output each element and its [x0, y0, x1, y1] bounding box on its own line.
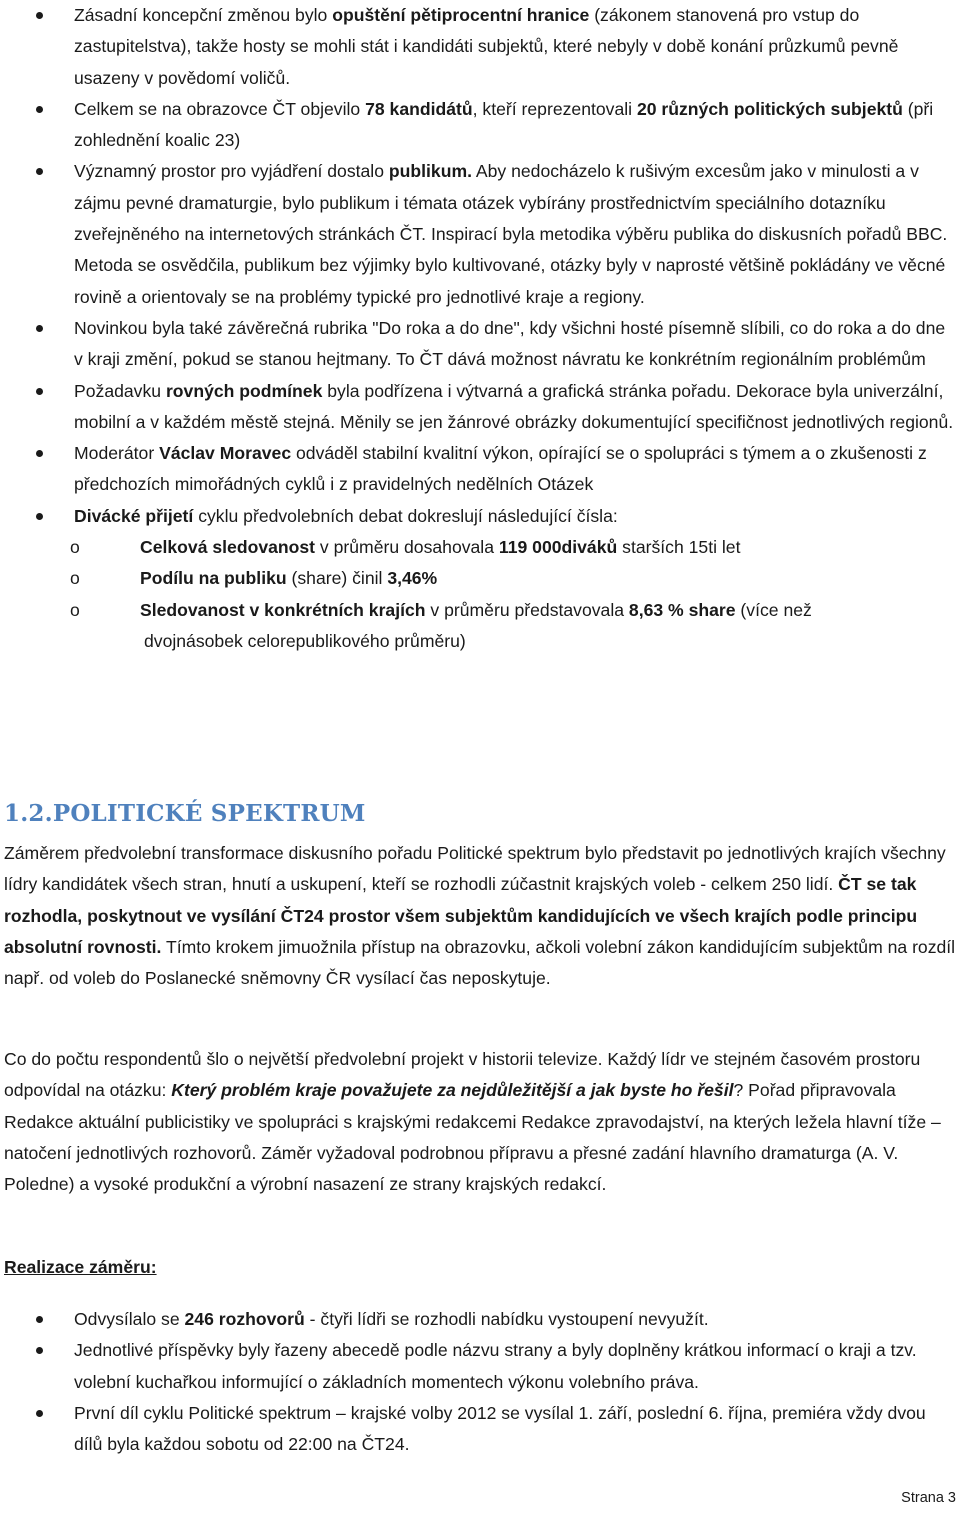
- statistics-sublist: [70, 532, 954, 657]
- list-item: První díl cyklu Politické spektrum – krajské volby 2012 se vysílal 1. září, poslední 6. října, premiéra vždy dvou dílů byla každou sobotu od 22:00 na ČT24.: [0, 1398, 960, 1461]
- list-item: Moderátor Václav Moravec odváděl stabilní kvalitní výkon, opírající se o spolupráci s týmem a o zkušenosti z předchozích mimořádných cyklů i z pravidelných nedělních Otázek: [0, 438, 960, 501]
- list-item: Významný prostor pro vyjádření dostalo publikum. Aby nedocházelo k rušivým excesům jako v minulosti a v zájmu pevné dramaturgie, bylo publikum i témata otázek vybírány prostřednictvím speciálního dotazníku zveřejněného na internetových stránkách ČT. Inspirací byla metodika výběru publika do diskusních pořadů BBC. Metoda se osvědčila, publikum bez výjimky bylo kultivované, otázky byly v naprosté většině pokládány ve věcné rovině a orientovaly se na problémy typické pro jednotlivé kraje a regiony.: [0, 156, 960, 312]
- list-item: Jednotlivé příspěvky byly řazeny abecedě podle názvu strany a byly doplněny krátkou informací o kraji a tzv. volební kuchařkou informující o základních momentech výkonu volebního práva.: [0, 1335, 960, 1398]
- list-item: Celkem se na obrazovce ČT objevilo 78 kandidátů, kteří reprezentovali 20 různých politických subjektů (při zohlednění koalic 23): [0, 94, 960, 157]
- paragraph-project: Co do počtu respondentů šlo o největší předvolební projekt v historii televize. Každý lídr ve stejném časovém prostoru odpovídal na otázku: Který problém kraje považujete za nejdůležitější a jak byste ho řešil? Pořad připravovala Redakce aktuální publicistiky ve spolupráci s krajskými redakcemi Redakce zpravodajství, na kterých ležela hlavní tíže – natočení jednotlivých rozhovorů. Záměr vyžadoval podrobnou přípravu a přesné zadání hlavního dramaturga (A. V. Poledne) a vysoké produkční a výrobní nasazení ze strany krajských redakcí.: [4, 1049, 941, 1195]
- sub-list-item: o Sledovanost v konkrétních krajích v průměru představovala 8,63 % share (více než dvojnásobek celorepublikového průměru): [70, 595, 954, 658]
- subheading-realization: Realizace záměru:: [4, 1257, 157, 1277]
- sub-list-item: o Podílu na publiku (share) činil 3,46%: [70, 563, 954, 594]
- top-bullet-list: [0, 0, 960, 657]
- paragraph-intro: Záměrem předvolební transformace diskusního pořadu Politické spektrum bylo představit po jednotlivých krajích všechny lídry kandidátek všech stran, hnutí a uskupení, kteří se rozhodli zúčastnit krajských voleb - celkem 250 lidí. ČT se tak rozhodla, poskytnout ve vysílání ČT24 prostor všem subjektům kandidujících ve všech krajích podle principu absolutní rovnosti. Tímto krokem jimuožnila přístup na obrazovku, ačkoli volební zákon kandidujícím subjektům na rozdíl např. od voleb do Poslanecké sněmovny ČR vysílací čas neposkytuje.: [4, 843, 956, 989]
- list-item: Zásadní koncepční změnou bylo opuštění pětiprocentní hranice (zákonem stanovená pro vstup do zastupitelstva), takže hosty se mohli stát i kandidáti subjektů, které nebyly v době konání průzkumů pevně usazeny v povědomí voličů.: [0, 0, 960, 94]
- sub-list-item: o Celková sledovanost v průměru dosahovala 119 000diváků starších 15ti let: [70, 532, 954, 563]
- list-item: Požadavku rovných podmínek byla podřízena i výtvarná a grafická stránka pořadu. Dekorace byla univerzální, mobilní a v každém městě stejná. Měnily se jen žánrové obrázky dokumentující specifičnost jednotlivých regionů.: [0, 376, 960, 439]
- section-heading: 1.2.POLITICKÉ SPEKTRUM: [4, 800, 366, 827]
- page-number: Strana 3: [901, 1490, 956, 1506]
- list-item: Divácké přijetí cyklu předvolebních debat dokreslují následující čísla: o Celková sledovanost v průměru dosahovala 119 000diváků starších 15ti let o Podílu na publiku (share) činil 3,46% o Sledovanost v konkrétních krajích v průměru představovala 8,63 % share (více než dvojnásobek celorepublikového průměru): [0, 501, 960, 657]
- list-item: Novinkou byla také závěrečná rubrika "Do roka a do dne", kdy všichni hosté písemně slíbili, co do roka a do dne v kraji změní, pokud se stanou hejtmany. To ČT dává možnost návratu ke konkrétním regionálním problémům: [0, 313, 960, 376]
- bottom-bullet-list: [0, 1304, 960, 1460]
- list-item: Odvysílalo se 246 rozhovorů - čtyři lídři se rozhodli nabídku vystoupení nevyužít.: [0, 1304, 960, 1335]
